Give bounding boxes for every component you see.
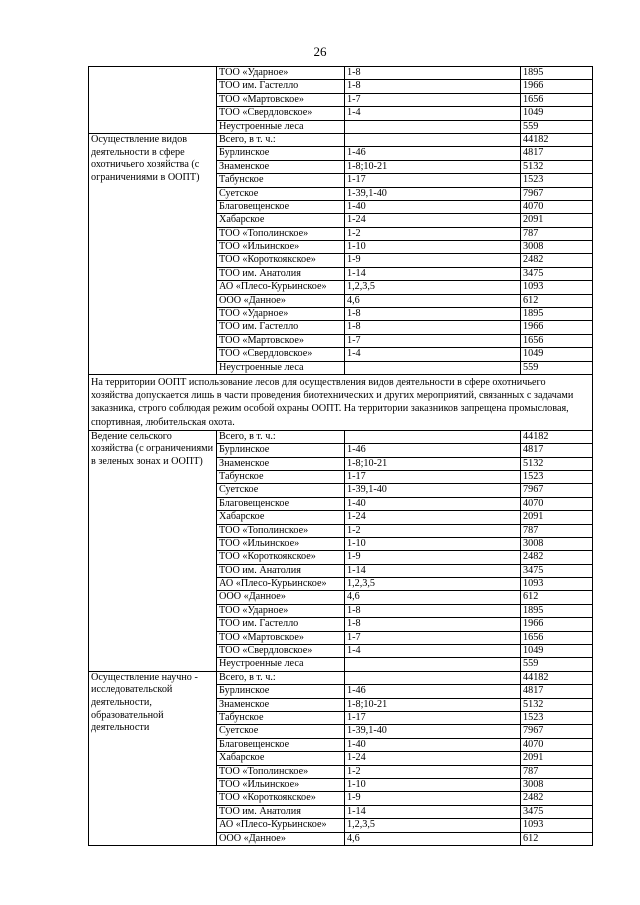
- forestry-cell: Хабарское: [217, 214, 345, 227]
- forestry-cell: ТОО «Свердловское»: [217, 348, 345, 361]
- quarters-cell: 1-2: [345, 524, 521, 537]
- forestry-cell: Неустроенные леса: [217, 120, 345, 133]
- quarters-cell: 1-8: [345, 67, 521, 80]
- area-cell: 612: [521, 294, 593, 307]
- forestry-cell: Бурлинское: [217, 147, 345, 160]
- quarters-cell: 1-17: [345, 470, 521, 483]
- area-cell: 44182: [521, 671, 593, 684]
- quarters-cell: 1-14: [345, 267, 521, 280]
- area-cell: 4070: [521, 738, 593, 751]
- area-cell: 1966: [521, 321, 593, 334]
- quarters-cell: 1-10: [345, 537, 521, 550]
- quarters-cell: 1-40: [345, 738, 521, 751]
- forestry-cell: Табунское: [217, 470, 345, 483]
- forestry-cell: ТОО «Тополинское»: [217, 765, 345, 778]
- area-cell: 787: [521, 524, 593, 537]
- forestry-cell: ТОО «Тополинское»: [217, 524, 345, 537]
- forestry-cell: ООО «Данное»: [217, 832, 345, 845]
- quarters-cell: 1,2,3,5: [345, 281, 521, 294]
- area-cell: 1049: [521, 348, 593, 361]
- forestry-cell: ТОО «Короткоякское»: [217, 792, 345, 805]
- area-cell: 559: [521, 361, 593, 374]
- area-cell: 1093: [521, 281, 593, 294]
- area-cell: 2482: [521, 551, 593, 564]
- table-row: [89, 133, 593, 146]
- forestry-cell: АО «Плесо-Курьинское»: [217, 281, 345, 294]
- activity-cell: Ведение сельского хозяйства (с ограничениями в зеленых зонах и ООПТ): [89, 430, 217, 671]
- area-cell: 1895: [521, 604, 593, 617]
- quarters-cell: 1-4: [345, 107, 521, 120]
- area-cell: 1049: [521, 107, 593, 120]
- quarters-cell: [345, 361, 521, 374]
- area-cell: 4817: [521, 147, 593, 160]
- quarters-cell: 1-4: [345, 348, 521, 361]
- area-cell: 2482: [521, 792, 593, 805]
- quarters-cell: 1-7: [345, 334, 521, 347]
- area-cell: 559: [521, 120, 593, 133]
- area-cell: 787: [521, 765, 593, 778]
- area-cell: 612: [521, 832, 593, 845]
- area-cell: 7967: [521, 725, 593, 738]
- quarters-cell: 1-10: [345, 241, 521, 254]
- area-cell: 1523: [521, 470, 593, 483]
- forestry-cell: ТОО «Тополинское»: [217, 227, 345, 240]
- quarters-cell: 1-46: [345, 444, 521, 457]
- quarters-cell: [345, 658, 521, 671]
- area-cell: 2091: [521, 752, 593, 765]
- quarters-cell: 1-8: [345, 604, 521, 617]
- area-cell: 1966: [521, 80, 593, 93]
- area-cell: 3008: [521, 537, 593, 550]
- area-cell: 1895: [521, 308, 593, 321]
- quarters-cell: 4,6: [345, 591, 521, 604]
- area-cell: 5132: [521, 698, 593, 711]
- quarters-cell: 1,2,3,5: [345, 578, 521, 591]
- area-cell: 2091: [521, 214, 593, 227]
- forestry-cell: Знаменское: [217, 457, 345, 470]
- activity-cell: [89, 67, 217, 134]
- quarters-cell: 1-8;10-21: [345, 160, 521, 173]
- table-row: [89, 67, 593, 80]
- forestry-cell: Табунское: [217, 712, 345, 725]
- forestry-cell: Табунское: [217, 174, 345, 187]
- area-cell: 787: [521, 227, 593, 240]
- forestry-cell: ТОО «Ильинское»: [217, 778, 345, 791]
- quarters-cell: 1-7: [345, 631, 521, 644]
- quarters-cell: 1-8: [345, 308, 521, 321]
- forestry-cell: Неустроенные леса: [217, 361, 345, 374]
- area-cell: 1093: [521, 819, 593, 832]
- area-cell: 3008: [521, 778, 593, 791]
- area-cell: 3475: [521, 564, 593, 577]
- forestry-cell: ООО «Данное»: [217, 294, 345, 307]
- area-cell: 612: [521, 591, 593, 604]
- page-number: 26: [313, 44, 327, 59]
- area-cell: 5132: [521, 160, 593, 173]
- area-cell: 1966: [521, 618, 593, 631]
- quarters-cell: 1-24: [345, 752, 521, 765]
- forestry-cell: Всего, в т. ч.:: [217, 671, 345, 684]
- forestry-cell: АО «Плесо-Курьинское»: [217, 819, 345, 832]
- forestry-cell: ТОО «Мартовское»: [217, 334, 345, 347]
- forestry-cell: Всего, в т. ч.:: [217, 133, 345, 146]
- quarters-cell: 1-39,1-40: [345, 187, 521, 200]
- quarters-cell: 1-39,1-40: [345, 484, 521, 497]
- forestry-cell: ТОО им. Анатолия: [217, 805, 345, 818]
- forestry-cell: ТОО им. Анатолия: [217, 564, 345, 577]
- quarters-cell: 1-40: [345, 200, 521, 213]
- forestry-cell: ТОО им. Гастелло: [217, 618, 345, 631]
- forestry-cell: ТОО «Мартовское»: [217, 93, 345, 106]
- quarters-cell: [345, 671, 521, 684]
- quarters-cell: 1-8;10-21: [345, 457, 521, 470]
- area-cell: 3475: [521, 267, 593, 280]
- quarters-cell: 1-24: [345, 214, 521, 227]
- forestry-cell: ТОО им. Гастелло: [217, 321, 345, 334]
- activity-cell: Осуществление научно - исследовательской деятельности, образовательной деятельности: [89, 671, 217, 845]
- forestry-cell: Благовещенское: [217, 738, 345, 751]
- forestry-cell: Благовещенское: [217, 497, 345, 510]
- area-cell: 4070: [521, 497, 593, 510]
- forestry-cell: ТОО «Ударное»: [217, 308, 345, 321]
- area-cell: 2482: [521, 254, 593, 267]
- note-text: На территории ООПТ использование лесов для осуществления видов деятельности в сфере охотничьего хозяйства допускается лишь в части проведения биотехнических и других мероприятий, связанных с задачами заказника, строго соблюдая режим особой охраны ООПТ. На территории заказников запрещена промысловая, спортивная, любительская охота.: [89, 374, 593, 430]
- table-row: [89, 671, 593, 684]
- quarters-cell: 1-9: [345, 254, 521, 267]
- quarters-cell: [345, 430, 521, 443]
- forestry-cell: Суетское: [217, 484, 345, 497]
- area-cell: 5132: [521, 457, 593, 470]
- quarters-cell: 1-24: [345, 511, 521, 524]
- area-cell: 559: [521, 658, 593, 671]
- area-cell: 1656: [521, 631, 593, 644]
- quarters-cell: 4,6: [345, 294, 521, 307]
- quarters-cell: 1-2: [345, 765, 521, 778]
- forestry-cell: Благовещенское: [217, 200, 345, 213]
- area-cell: 1523: [521, 174, 593, 187]
- forestry-cell: ТОО «Ильинское»: [217, 537, 345, 550]
- area-cell: 4817: [521, 685, 593, 698]
- quarters-cell: 1-8: [345, 80, 521, 93]
- forestry-cell: ТОО им. Анатолия: [217, 267, 345, 280]
- quarters-cell: 1-2: [345, 227, 521, 240]
- quarters-cell: 1-14: [345, 805, 521, 818]
- area-cell: 44182: [521, 430, 593, 443]
- area-cell: 3008: [521, 241, 593, 254]
- forestry-cell: Суетское: [217, 725, 345, 738]
- forestry-cell: ТОО им. Гастелло: [217, 80, 345, 93]
- area-cell: 7967: [521, 484, 593, 497]
- quarters-cell: 1-8;10-21: [345, 698, 521, 711]
- quarters-cell: 1-10: [345, 778, 521, 791]
- quarters-cell: 1-7: [345, 93, 521, 106]
- area-cell: 2091: [521, 511, 593, 524]
- quarters-cell: 1-14: [345, 564, 521, 577]
- table-row: [89, 430, 593, 443]
- area-cell: 1049: [521, 645, 593, 658]
- forestry-cell: ТОО «Свердловское»: [217, 645, 345, 658]
- area-cell: 44182: [521, 133, 593, 146]
- forestry-cell: Хабарское: [217, 752, 345, 765]
- area-cell: 7967: [521, 187, 593, 200]
- forestry-cell: Бурлинское: [217, 685, 345, 698]
- forestry-cell: ТОО «Короткоякское»: [217, 551, 345, 564]
- area-cell: 1656: [521, 93, 593, 106]
- forestry-cell: Знаменское: [217, 698, 345, 711]
- quarters-cell: 1-40: [345, 497, 521, 510]
- forestry-cell: Хабарское: [217, 511, 345, 524]
- forestry-cell: ТОО «Свердловское»: [217, 107, 345, 120]
- forestry-cell: АО «Плесо-Курьинское»: [217, 578, 345, 591]
- quarters-cell: [345, 120, 521, 133]
- forestry-cell: ТОО «Ударное»: [217, 604, 345, 617]
- forestry-cell: Суетское: [217, 187, 345, 200]
- area-cell: 3475: [521, 805, 593, 818]
- quarters-cell: 1-39,1-40: [345, 725, 521, 738]
- area-cell: 1523: [521, 712, 593, 725]
- quarters-cell: [345, 133, 521, 146]
- forestry-cell: ТОО «Мартовское»: [217, 631, 345, 644]
- forestry-cell: ООО «Данное»: [217, 591, 345, 604]
- forestry-cell: Неустроенные леса: [217, 658, 345, 671]
- forest-use-table: [88, 66, 593, 846]
- forestry-cell: ТОО «Ударное»: [217, 67, 345, 80]
- quarters-cell: 1-9: [345, 551, 521, 564]
- quarters-cell: 1-9: [345, 792, 521, 805]
- area-cell: 4070: [521, 200, 593, 213]
- quarters-cell: 1-17: [345, 174, 521, 187]
- forestry-cell: Всего, в т. ч.:: [217, 430, 345, 443]
- forestry-cell: ТОО «Короткоякское»: [217, 254, 345, 267]
- quarters-cell: 1,2,3,5: [345, 819, 521, 832]
- quarters-cell: 1-17: [345, 712, 521, 725]
- quarters-cell: 1-4: [345, 645, 521, 658]
- area-cell: 1895: [521, 67, 593, 80]
- forestry-cell: Бурлинское: [217, 444, 345, 457]
- forestry-cell: ТОО «Ильинское»: [217, 241, 345, 254]
- quarters-cell: 1-8: [345, 321, 521, 334]
- area-cell: 1093: [521, 578, 593, 591]
- quarters-cell: 1-46: [345, 685, 521, 698]
- area-cell: 4817: [521, 444, 593, 457]
- quarters-cell: 1-46: [345, 147, 521, 160]
- quarters-cell: 1-8: [345, 618, 521, 631]
- quarters-cell: 4,6: [345, 832, 521, 845]
- area-cell: 1656: [521, 334, 593, 347]
- forestry-cell: Знаменское: [217, 160, 345, 173]
- note-row: [89, 374, 593, 430]
- activity-cell: Осуществление видов деятельности в сфере охотничьего хозяйства (с ограничениями в ООПТ): [89, 133, 217, 374]
